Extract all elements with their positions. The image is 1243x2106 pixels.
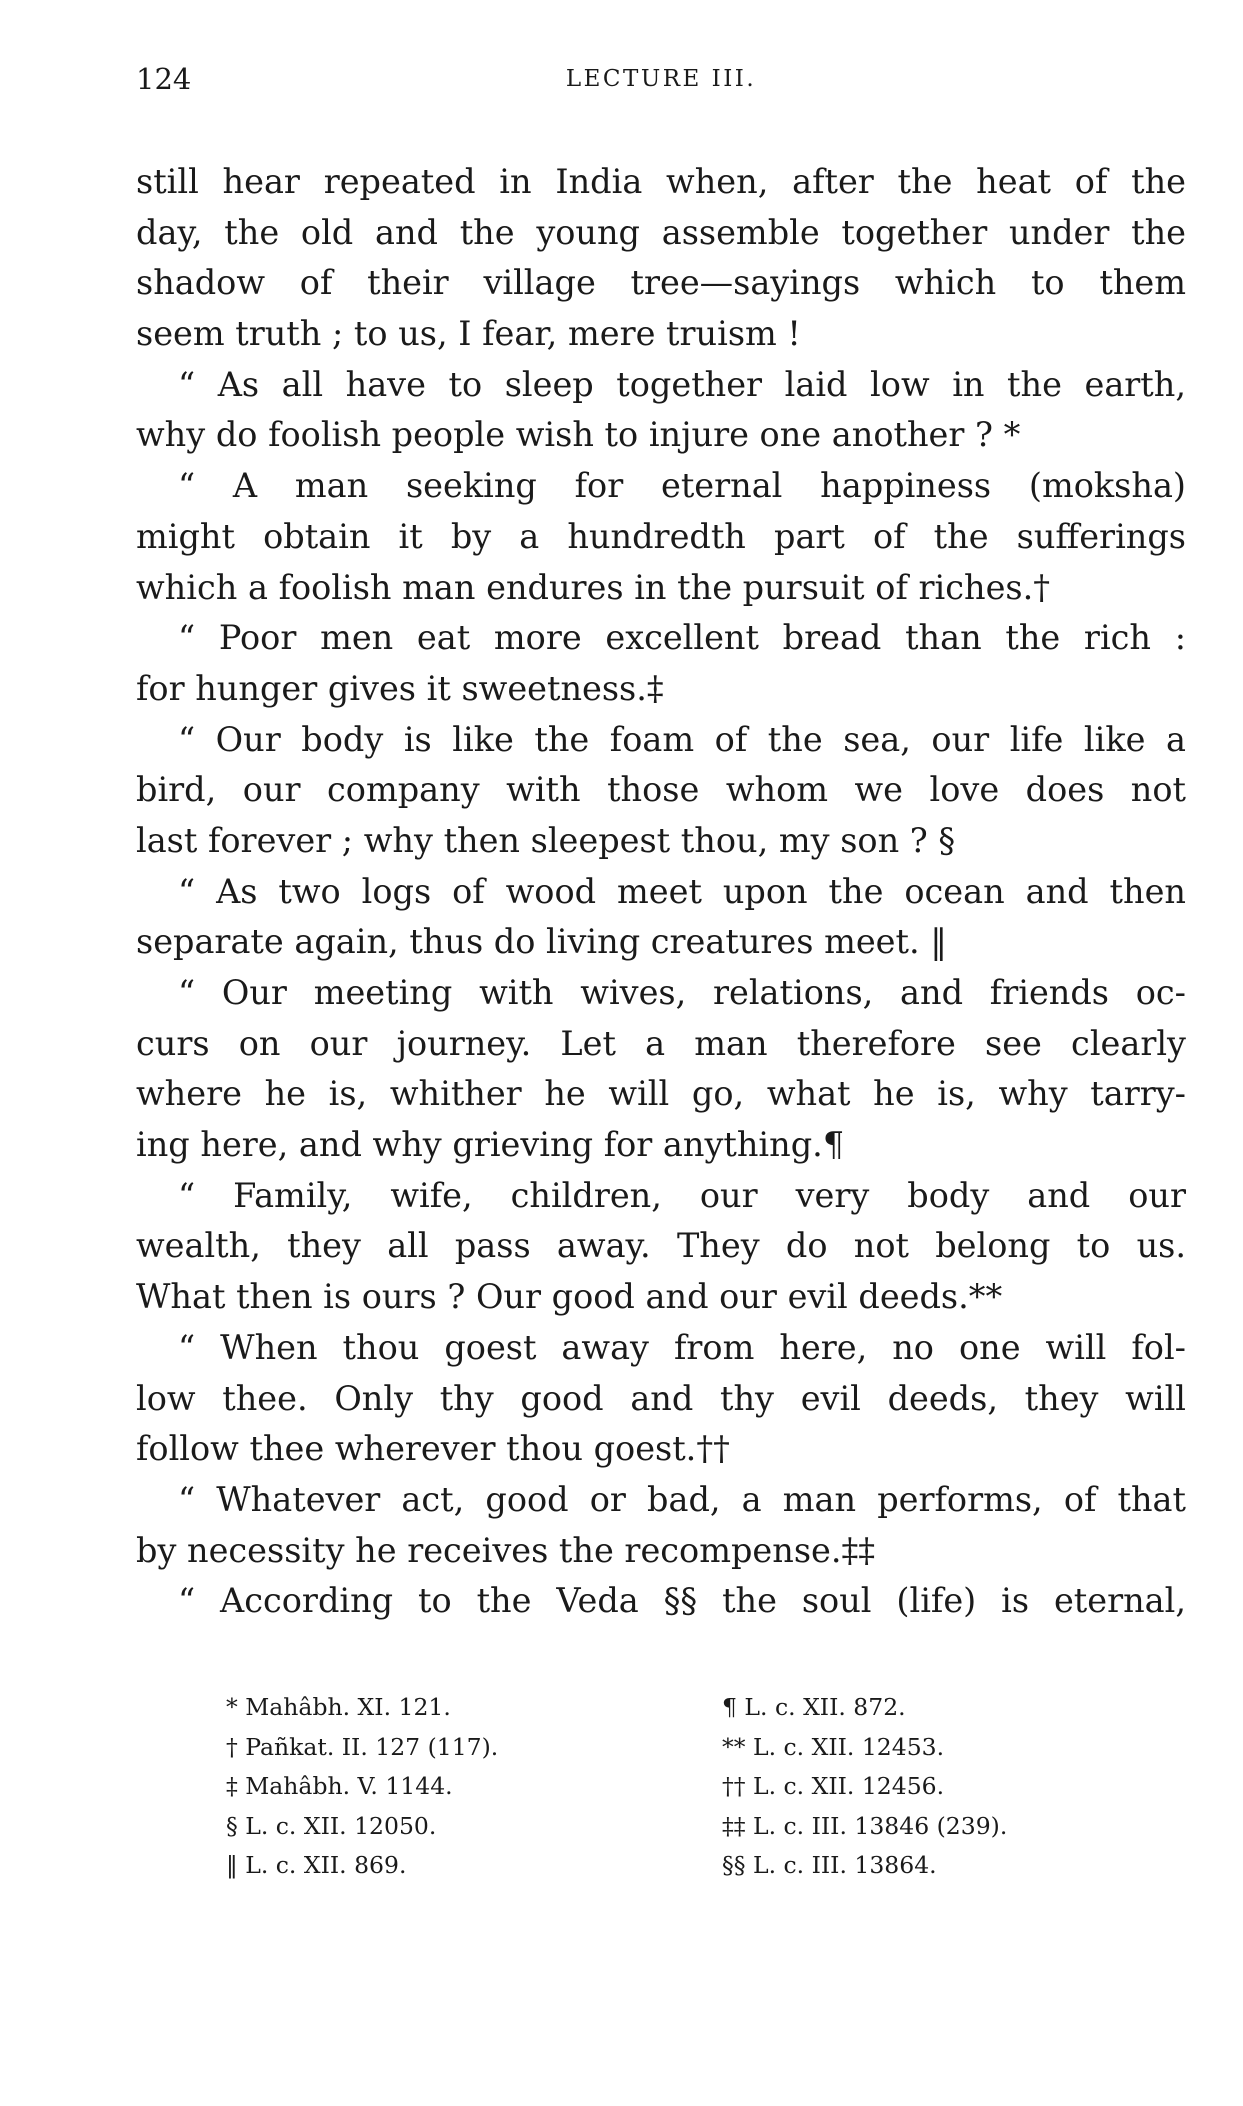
text-line: bird, our company with those whom we love does not xyxy=(136,770,1186,810)
footnote: ¶ L. c. XII. 872. xyxy=(722,1693,906,1721)
text-line: for hunger gives it sweetness.‡ xyxy=(136,668,664,708)
footnote: ‖ L. c. XII. 869. xyxy=(226,1851,407,1879)
text-line: where he is, whither he will go, what he is, why tarry- xyxy=(136,1074,1186,1114)
text-line: “ When thou goest away from here, no one will fol- xyxy=(178,1327,1186,1367)
body-text xyxy=(136,157,1186,1627)
footnote: * Mahâbh. XI. 121. xyxy=(226,1693,451,1721)
text-line: by necessity he receives the recompense.‡‡ xyxy=(136,1530,875,1570)
text-line: still hear repeated in India when, after the heat of the xyxy=(136,162,1186,201)
text-line: ing here, and why grieving for anything.¶ xyxy=(136,1125,845,1165)
text-line: “ As all have to sleep together laid low in the earth, xyxy=(178,364,1186,404)
text-line: curs on our journey. Let a man therefore see clearly xyxy=(136,1023,1186,1063)
text-line: “ Our body is like the foam of the sea, our life like a xyxy=(178,719,1186,759)
text-line: day, the old and the young assemble together under the xyxy=(136,212,1186,252)
text-line: shadow of their village tree—sayings which to them xyxy=(136,263,1186,303)
text-line: separate again, thus do living creatures meet. ‖ xyxy=(136,922,948,962)
footnote: † Pañkat. II. 127 (117). xyxy=(226,1732,499,1761)
running-head: LECTURE III. xyxy=(565,66,757,92)
text-line: follow thee wherever thou goest.†† xyxy=(136,1429,730,1469)
page-number: 124 xyxy=(136,62,192,96)
footnote: ‡ Mahâbh. V. 1144. xyxy=(226,1772,453,1800)
text-line: might obtain it by a hundredth part of the sufferings xyxy=(136,516,1186,556)
text-line: “ As two logs of wood meet upon the ocean and then xyxy=(178,871,1186,911)
text-line: wealth, they all pass away. They do not belong to us. xyxy=(136,1226,1186,1266)
footnote: ** L. c. XII. 12453. xyxy=(722,1732,945,1761)
text-line: What then is ours ? Our good and our evil deeds.** xyxy=(136,1277,1003,1317)
text-line: which a foolish man endures in the pursuit of riches.† xyxy=(136,567,1050,607)
text-line: “ Family, wife, children, our very body and our xyxy=(178,1175,1186,1215)
text-line: low thee. Only thy good and thy evil deeds, they will xyxy=(136,1378,1186,1418)
footnote: § L. c. XII. 12050. xyxy=(226,1811,437,1840)
text-line: why do foolish people wish to injure one another ? * xyxy=(136,415,1021,455)
text-line: last forever ; why then sleepest thou, my son ? § xyxy=(136,820,956,860)
text-line: “ According to the Veda §§ the soul (life) is eternal, xyxy=(178,1581,1186,1621)
footnote: §§ L. c. III. 13864. xyxy=(722,1851,937,1879)
text-line: “ Whatever act, good or bad, a man performs, of that xyxy=(178,1479,1186,1519)
text-line: seem truth ; to us, I fear, mere truism ! xyxy=(136,314,801,354)
footnote: ‡‡ L. c. III. 13846 (239). xyxy=(722,1811,1008,1840)
text-line: “ A man seeking for eternal happiness (moksha) xyxy=(178,466,1186,506)
footnotes-left-column xyxy=(226,1688,498,1886)
footnote: †† L. c. XII. 12456. xyxy=(722,1772,945,1800)
text-line: “ Our meeting with wives, relations, and friends oc- xyxy=(178,973,1186,1012)
text-line: “ Poor men eat more excellent bread than the rich : xyxy=(178,618,1186,658)
page-header xyxy=(136,62,1186,102)
footnotes-right-column xyxy=(722,1688,1007,1886)
